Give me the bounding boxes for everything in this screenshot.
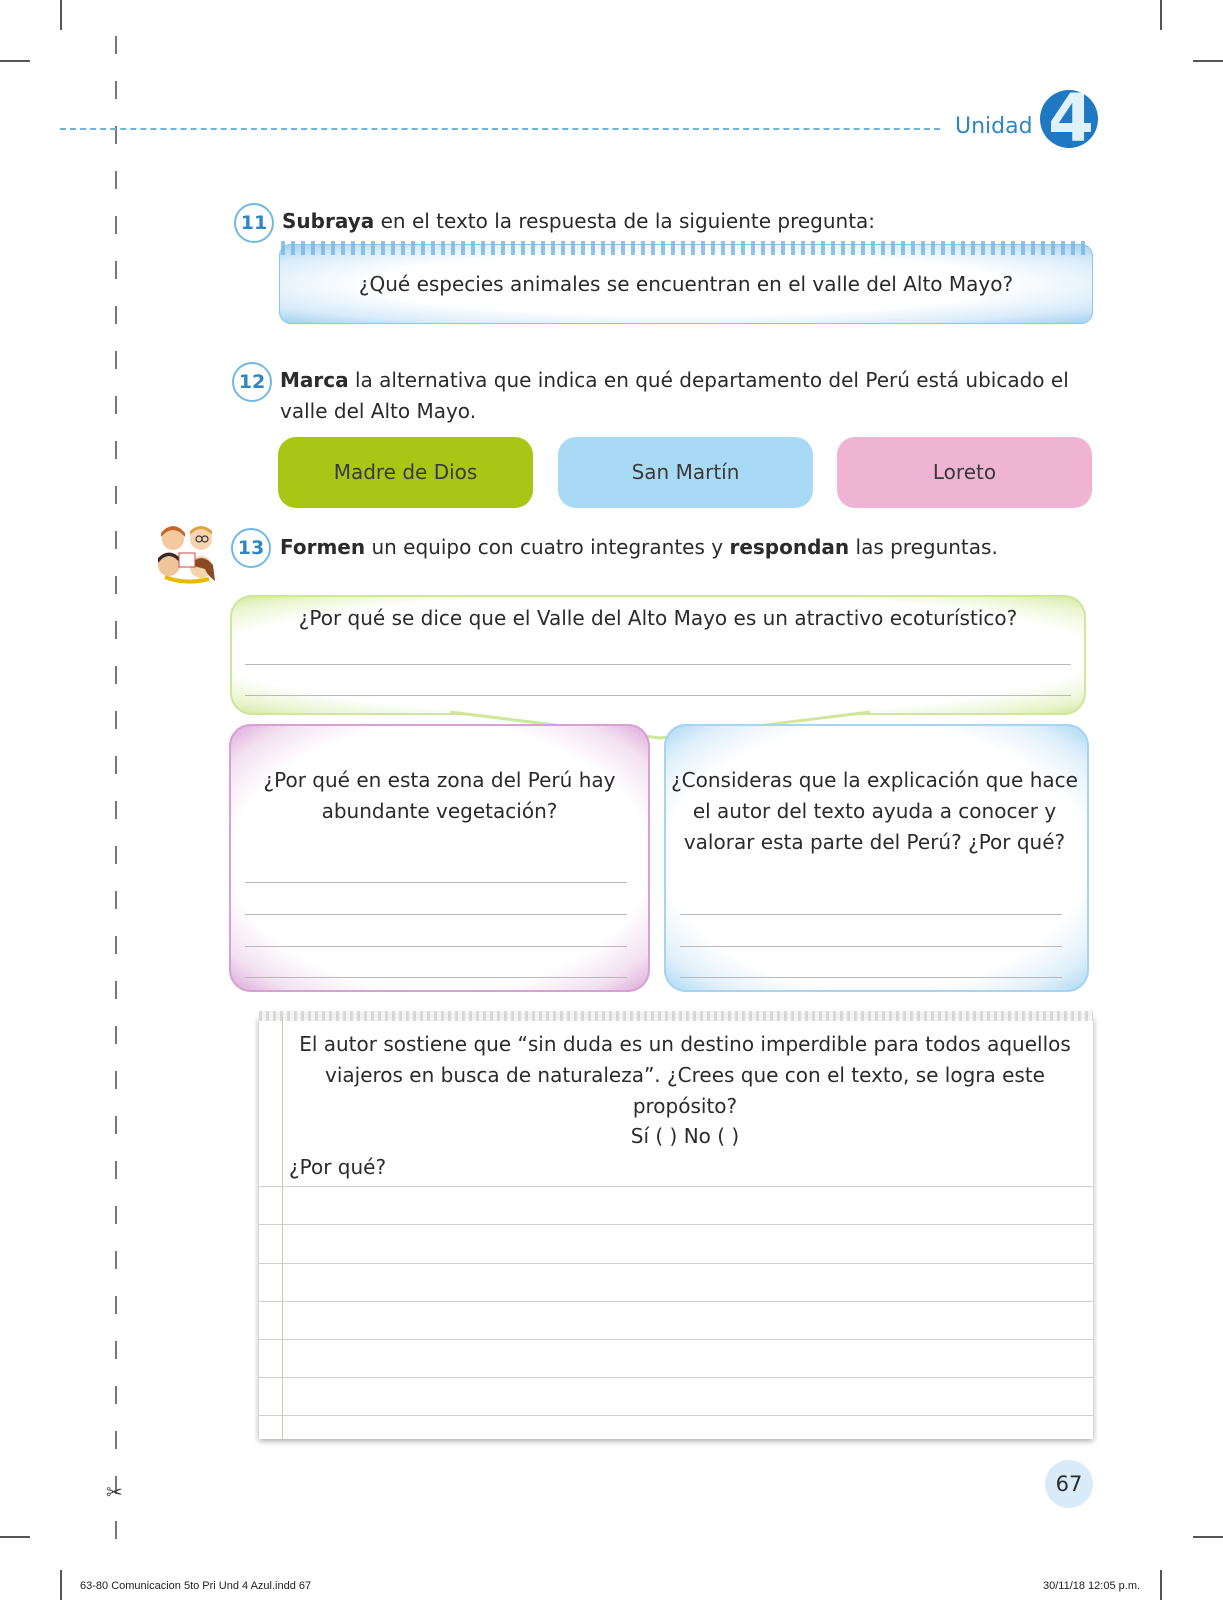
cut-line-dash [115, 531, 117, 549]
answer-line[interactable] [680, 914, 1062, 915]
unit-number: 4 [1048, 80, 1094, 157]
question-13-instruction [280, 532, 998, 563]
instruction-text: un equipo con cuatro integrantes y [365, 535, 730, 559]
instruction-verb: Marca [280, 368, 349, 392]
cut-line-dash [115, 891, 117, 909]
cut-line-dash [115, 261, 117, 279]
unit-label: Unidad [955, 114, 1033, 139]
crop-mark [0, 1536, 30, 1538]
cut-line-dash [115, 1161, 117, 1179]
cut-line-dash [115, 396, 117, 414]
cut-line-dash [115, 801, 117, 819]
footer-date: 30/11/18 12:05 p.m. [1043, 1580, 1141, 1592]
answer-line[interactable] [245, 977, 627, 978]
notebook-line[interactable] [259, 1263, 1093, 1264]
cut-line-dash [115, 306, 117, 324]
crop-mark [1193, 60, 1223, 62]
header-dashed-line [60, 128, 940, 130]
notebook-line[interactable] [259, 1415, 1093, 1416]
cut-line-dash [115, 1341, 117, 1359]
cut-line-dash [115, 1296, 117, 1314]
cut-line-dash [115, 486, 117, 504]
torn-edge [259, 1011, 1093, 1021]
cut-line-dash [115, 351, 117, 369]
green-question: ¿Por qué se dice que el Valle del Alto Mayo es un atractivo ecoturístico? [298, 606, 1018, 630]
cut-line-dash [115, 666, 117, 684]
cut-line-dash [115, 846, 117, 864]
answer-line[interactable] [245, 882, 627, 883]
team-icon [155, 525, 221, 587]
question-12-instruction [280, 365, 1080, 427]
answer-line[interactable] [680, 946, 1062, 947]
question-number-12: 12 [232, 362, 272, 402]
answer-line[interactable] [245, 664, 1071, 665]
option-san-martin[interactable]: San Martín [558, 437, 813, 508]
notebook-margin [282, 1017, 283, 1439]
notebook-line[interactable] [259, 1224, 1093, 1225]
footer-file: 63-80 Comunicacion 5to Pri Und 4 Azul.indd 67 [80, 1580, 312, 1592]
blue-question: ¿Consideras que la explicación que hace el autor del texto ayuda a conocer y valorar esta parte del Perú? ¿Por qué? [671, 768, 1078, 854]
cut-line-dash [115, 36, 117, 54]
pink-question: ¿Por qué en esta zona del Perú hay abundante vegetación? [263, 768, 616, 823]
question-number-11: 11 [234, 203, 274, 243]
instruction-verb-2: respondan [729, 535, 850, 559]
scissors-icon: ✂ [106, 1480, 123, 1504]
crop-mark [0, 60, 30, 62]
page-number: 67 [1055, 1472, 1083, 1496]
instruction-text: la alternativa que indica en qué departamento del Perú está ubicado el valle del Alto Mayo. [280, 368, 1069, 423]
cut-line-dash [115, 1521, 117, 1539]
answer-line[interactable] [245, 695, 1071, 696]
question-11-instruction [282, 206, 875, 237]
cut-line-dash [115, 1251, 117, 1269]
option-madre-de-dios[interactable]: Madre de Dios [278, 437, 533, 508]
crop-mark [60, 1570, 62, 1600]
cut-line-dash [115, 1116, 117, 1134]
instruction-text-end: las preguntas. [849, 535, 998, 559]
notebook-line[interactable] [259, 1301, 1093, 1302]
notebook-line[interactable] [259, 1339, 1093, 1340]
cut-line-dash [115, 756, 117, 774]
cut-line-dash [115, 936, 117, 954]
instruction-verb: Formen [280, 535, 366, 559]
instruction-text: en el texto la respuesta de la siguiente pregunta: [374, 209, 876, 233]
crop-mark [60, 0, 62, 30]
crop-mark [1160, 1570, 1162, 1600]
question-number-13: 13 [231, 528, 271, 568]
cut-line-dash [115, 1386, 117, 1404]
cut-line-dash [115, 441, 117, 459]
cut-line-dash [115, 1206, 117, 1224]
cut-line-dash [115, 1026, 117, 1044]
cut-line-dash [115, 621, 117, 639]
notebook-line[interactable] [259, 1377, 1093, 1378]
crop-mark [1193, 1536, 1223, 1538]
spiral-binding [281, 241, 1091, 255]
answer-line[interactable] [680, 977, 1062, 978]
cut-line-dash [115, 81, 117, 99]
why-label: ¿Por qué? [289, 1155, 387, 1179]
answer-line[interactable] [245, 914, 627, 915]
crop-mark [1160, 0, 1162, 30]
question-11-prompt: ¿Qué especies animales se encuentran en el valle del Alto Mayo? [358, 272, 1014, 296]
cut-line-dash [115, 576, 117, 594]
cut-line-dash [115, 1431, 117, 1449]
notebook-statement: El autor sostiene que “sin duda es un destino imperdible para todos aquellos viajeros en busca de naturaleza”. ¿Crees que con el texto, se logra este propósito? [299, 1032, 1071, 1118]
option-loreto[interactable]: Loreto [837, 437, 1092, 508]
notebook-line[interactable] [259, 1186, 1093, 1187]
cut-line-dash [115, 171, 117, 189]
answer-line[interactable] [245, 946, 627, 947]
cut-line-dash [115, 216, 117, 234]
cut-line-dash [115, 981, 117, 999]
instruction-verb: Subraya [282, 209, 375, 233]
cut-line-dash [115, 711, 117, 729]
yes-no-choices[interactable]: Sí ( ) No ( ) [630, 1124, 740, 1148]
cut-line-dash [115, 1071, 117, 1089]
